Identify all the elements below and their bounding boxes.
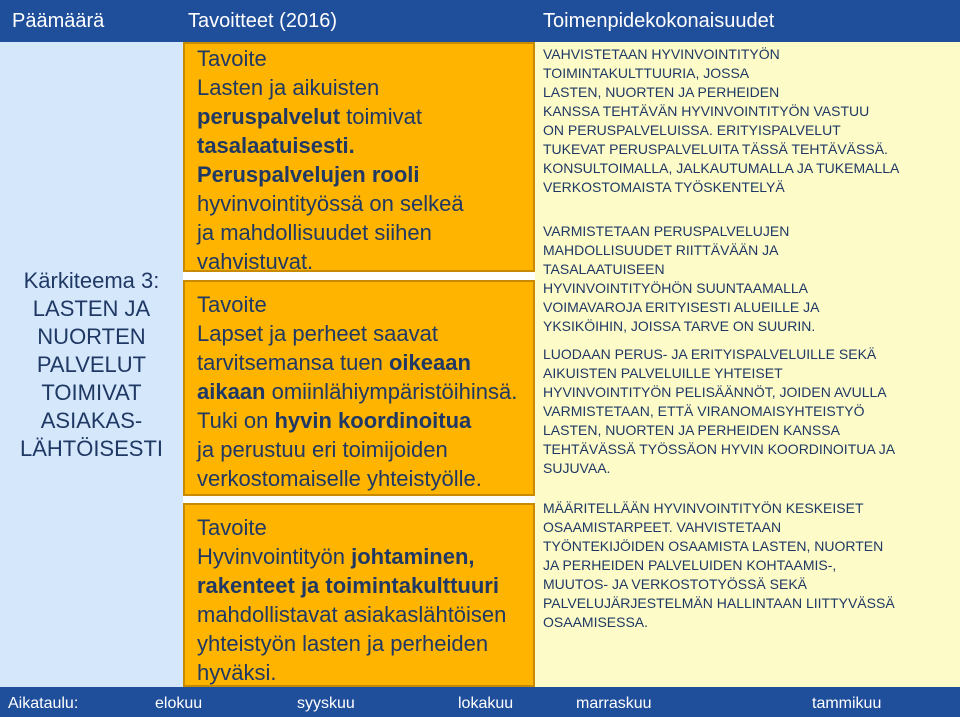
goal-2-text: tarvitsemansa tuen — [197, 350, 389, 375]
goal-1-line: hyvinvointityössä on selkeä — [197, 191, 464, 216]
schedule-label: Aikataulu: — [8, 695, 79, 712]
action-item-4: MÄÄRITELLÄÄN HYVINVOINTITYÖN KESKEISET OSAAMISTARPEET. VAHVISTETAAN TYÖNTEKIJÖIDEN OSAAMISTA LASTEN, NUORTEN JA PERHEIDEN PALVELUIDEN KOHTAAMIS-, MUUTOS- JA VERKOSTOTYÖSSÄ SEKÄ PALVELUJÄRJESTELMÄN HALLINTAAN LIITTYVÄSSÄ OSAAMISESSA. — [543, 500, 895, 630]
header-bar — [0, 0, 960, 42]
action-item-3: LUODAAN PERUS- JA ERITYISPALVELUILLE SEKÄ AIKUISTEN PALVELUILLE YHTEISET HYVINVOINTITYÖN PELISÄÄNNÖT, JOIDEN AVULLA VARMISTETAAN, ETTÄ VIRANOMAISYHTEISTYÖ LASTEN, NUORTEN JA PERHEIDEN KANSSA TEHTÄVÄSSÄ TYÖSSÄON HYVIN KOORDINOITUA JA SUJUVAA. — [543, 346, 896, 476]
goal-3-line: mahdollistavat asiakaslähtöisen — [197, 602, 507, 627]
goal-1-line — [197, 102, 533, 131]
schedule-month: elokuu — [155, 695, 203, 712]
schedule-month: lokakuu — [458, 695, 514, 712]
goal-3-text: Hyvinvointityön — [197, 544, 352, 569]
schedule-month: marraskuu — [576, 695, 652, 712]
goal-3-emphasis: johtaminen, — [351, 544, 475, 569]
goal-2-emphasis: hyvin koordinoitua — [274, 408, 472, 433]
header-goal: Päämäärä — [12, 10, 105, 32]
schedule-month: tammikuu — [812, 695, 882, 712]
goal-1-line: Lasten ja aikuisten — [197, 75, 380, 100]
header-targets: Tavoitteet (2016) — [188, 10, 337, 32]
goal-3-line — [197, 542, 533, 571]
goal-2-line: ja perustuu eri toimijoiden — [197, 437, 448, 462]
schedule-bar — [0, 687, 960, 717]
goal-3-heading: Tavoite — [197, 515, 267, 540]
goal-1-emphasis: peruspalvelut — [197, 104, 341, 129]
goal-2-emphasis: oikeaan — [388, 350, 471, 375]
goal-1-line: Peruspalvelujen rooli — [197, 162, 420, 187]
goal-1-line: vahvistuvat. — [197, 249, 314, 274]
goal-box-3 — [183, 503, 535, 687]
goal-1-line: tasalaatuisesti. — [197, 133, 355, 158]
theme-text: Kärkiteema 3: LASTEN JA NUORTEN PALVELUT TOIMIVAT ASIAKAS- LÄHTÖISESTI — [19, 267, 164, 461]
schedule-month: syyskuu — [297, 695, 355, 712]
goal-2-text: Tuki on — [197, 408, 275, 433]
goal-2-text: omiinlähiympäristöihinsä. — [265, 379, 518, 404]
header-actions: Toimenpidekokonaisuudet — [543, 10, 775, 32]
goal-2-heading: Tavoite — [197, 292, 267, 317]
goal-box-1 — [183, 42, 535, 272]
goal-2-line — [197, 406, 533, 435]
goal-2-line — [197, 348, 533, 377]
goal-3-line: rakenteet ja toimintakulttuuri — [197, 573, 499, 598]
action-item-1: VAHVISTETAAN HYVINVOINTITYÖN TOIMINTAKULTTUURIA, JOSSA LASTEN, NUORTEN JA PERHEIDEN KANSSA TEHTÄVÄN HYVINVOINTITYÖN VASTUU ON PERUSPALVELUISSA. ERITYISPALVELUT TUKEVAT PERUSPALVELUITA TÄSSÄ TEHTÄVÄSSÄ. KONSULTOIMALLA, JALKAUTUMALLA JA TUKEMALLA VERKOSTOMAISTA TYÖSKENTELYÄ — [543, 46, 900, 195]
goal-1-heading: Tavoite — [197, 46, 267, 71]
goal-2-line: Lapset ja perheet saavat — [197, 321, 438, 346]
goal-box-2 — [183, 280, 535, 496]
goal-2-line — [197, 377, 533, 406]
goal-3-line: hyväksi. — [197, 660, 277, 685]
theme-column — [0, 42, 183, 687]
goal-2-line: verkostomaiselle yhteistyölle. — [197, 466, 482, 491]
action-item-2: VARMISTETAAN PERUSPALVELUJEN MAHDOLLISUUDET RIITTÄVÄÄN JA TASALAATUISEEN HYVINVOINTITYÖHÖN SUUNTAAMALLA VOIMAVAROJA ERITYISESTI ALUEILLE JA YKSIKÖIHIN, JOISSA TARVE ON SUURIN. — [543, 223, 820, 334]
goal-1-text: toimivat — [340, 104, 422, 129]
goal-3-line: yhteistyön lasten ja perheiden — [197, 631, 489, 656]
goal-2-emphasis: aikaan — [197, 379, 266, 404]
actions-column — [535, 42, 960, 687]
goal-1-line: ja mahdollisuudet siihen — [197, 220, 432, 245]
